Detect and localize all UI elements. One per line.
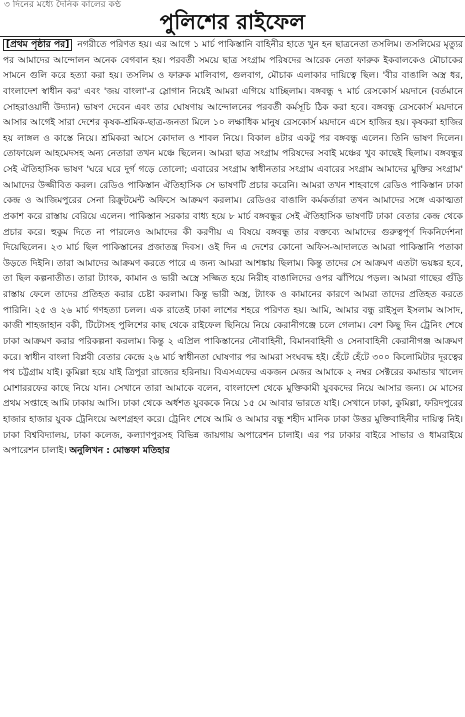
continued-from-front-page-label: [প্রথম পৃষ্ঠার পর] xyxy=(3,39,72,51)
article-body xyxy=(3,38,463,717)
headline-divider xyxy=(0,36,465,37)
article-headline: পুলিশের রাইফেল xyxy=(159,9,306,34)
transcription-label: অনুলিখন : xyxy=(69,446,110,457)
page-header-fragment: ৩ দিনের মধ্যে দৈনিক কালের কণ্ঠ xyxy=(4,0,121,10)
transcriber-name: মোস্তফা মতিহার xyxy=(112,446,170,457)
article-text: নগরীতে পরিণত হয়। এর আগে ১ মার্চ পাকিস্তানি বাহিনীর হাতে খুন হন ছাত্রনেতা তসলিম। তসলিমের মৃত্যুর পর আমাদের আন্দোলন অনেক বেগবান হয়। পরবর্তী সময়ে ছাত্র সংগ্রাম পরিষদের আরেক নেতা ফারুক ইকবালকেও মৌচাকের সামনে গুলি করে হত্যা করা হয়। তসলিম ও ফারুক মালিবাগ, গুলবাগ, মৌচাক এলাকার দায়িত্বে ছিল। 'বীর বাঙালি অস্ত্র ধর, বাংলাদেশ স্বাধীন কর' এবং 'জয় বাংলা'-র স্লোগান নিয়েই আমরা এগিয়ে যাচ্ছিলাম। বঙ্গবন্ধু ৭ মার্চ রেসকোর্স ময়দানে (বর্তমানে সোহরাওয়ার্দী উদ্যান) ভাষণ দেবেন এবং তার ঘোষণায় আন্দোলনের পরবর্তী কর্মসূচি ঠিক করা হবে। বঙ্গবন্ধু রেসকোর্স ময়দানে আসার আগেই সারা দেশের কৃষক-শ্রমিক-ছাত্র-জনতা মিলে ১০ লক্ষাধিক মানুষ রেসকোর্স ময়দানে এসে হাজির হয়। কৃষকরা হাজির হয় লাঙ্গল ও কাস্তে নিয়ে। শ্রমিকরা আসে কোদাল ও শাবল নিয়ে। বিকাল ৪টার একটু পর বঙ্গবন্ধু এলেন। তিনি ভাষণ দিলেন। তোফায়েল আহমেদসহ অন্য নেতারা তখন মঞ্চে ছিলেন। আমরা ছাত্র সংগ্রাম পরিষদের সবাই মঞ্চের খুব কাছেই ছিলাম। বঙ্গবন্ধুর সেই ঐতিহাসিক ভাষণ 'ঘরে ঘরে দুর্গ গড়ে তোলো; এবারের সংগ্রাম স্বাধীনতার সংগ্রাম এবারের সংগ্রাম আমাদের মুক্তির সংগ্রাম' আমাদের উজ্জীবিত করল। রেডিও পাকিস্তান ঐতিহাসিক সে ভাষণটি প্রচার করেনি। আমরা তখন শাহবাগে রেডিও পাকিস্তান ঢাকা কেন্দ্র ও আজিমপুরের সেনা রিক্রুটমেন্ট অফিসে আক্রমণ করলাম। রেডিওর বাঙালি কর্মকর্তারা তখন আমাদের সঙ্গে একাত্মতা প্রকাশ করে রাস্তায় বেরিয়ে এলেন। পাকিস্তান সরকার বাধ্য হয়ে ৮ মার্চ বঙ্গবন্ধুর সেই ঐতিহাসিক ভাষণটি ঢাকা বেতার কেন্দ্র থেকে প্রচার করে। হুকুম দিতে না পারলেও আমাদের কী করণীয় এ বিষয়ে বঙ্গবন্ধু তার বক্তব্যে আমাদের গুরুত্বপূর্ণ দিকনির্দেশনা দিয়েছিলেন। ২৩ মার্চ ছিল পাকিস্তানের প্রজাতন্ত্র দিবস। ওই দিন এ দেশের কোনো অফিস-আদালতে আমরা পাকিস্তানি পতাকা উড়তে দিইনি। তারা আমাদের আক্রমণ করতে পারে এ জন্য আমরা আশঙ্কায় ছিলাম। কিন্তু তাদের সে আক্রমণ এতটা ভয়ঙ্কর হবে, তা ছিল কল্পনাতীত। তারা ট্যাংক, কামান ও ভারী অস্ত্রে সজ্জিত হয়ে নিরীহ বাঙালিদের ওপর ঝাঁপিয়ে পড়ল। আমরা গাছের গুঁড়ি রাস্তায় ফেলে তাদের প্রতিহত করার চেষ্টা করলাম। কিন্তু ভারী অস্ত্র, ট্যাংক ও কামানের কারণে আমরা তাদের প্রতিহত করতে পারিনি। ২৫ ও ২৬ মার্চ গণহত্যা চলল। এক রাতেই ঢাকা লাশের শহরে পরিণত হয়। আমি, আমার বন্ধু রাইসুল ইসলাম আসাদ, কাজী শাহজাহান বকী, টিটোসহ পুলিশের কাছ থেকে রাইফেল ছিনিয়ে নিয়ে কেরানীগঞ্জে চলে গেলাম। বেশ কিছু দিন ট্রেনিং শেষে ঢাকা আক্রমণ করার পরিকল্পনা করলাম। কিন্তু ২ এপ্রিল পাকিস্তানের নৌবাহিনী, বিমানবাহিনী ও সেনাবাহিনী কেরানীগঞ্জ আক্রমণ করে। স্বাধীন বাংলা বিপ্লবী বেতার কেন্দ্রে ২৬ মার্চ স্বাধীনতা ঘোষণার পর আমরা সংঘবদ্ধ হই। হেঁটে হেঁটে ৩০০ কিলোমিটার দূরত্বের পথ চট্টগ্রাম যাই। কুমিল্লা হয়ে যাই ত্রিপুরা রাজ্যের হরিনায়। বিএসএফের একজন মেজর আমাকে ২ নম্বর সেক্টরের কমান্ডার খালেদ মোশাররফের কাছে নিয়ে যান। সেখানে তারা আমাকে বলেন, বাংলাদেশ থেকে মুক্তিকামী যুবকদের নিয়ে আসার জন্য। মে মাসের প্রথম সপ্তাহে আমি ঢাকায় আসি। ঢাকা থেকে অর্ধশত যুবককে নিয়ে ১৫ মে আবার ভারতে যাই। সেখানে ঢাকা, কুমিল্লা, ফরিদপুরের হাজার হাজার যুবক ট্রেনিংয়ে অংশগ্রহণ করে। ট্রেনিং শেষে আমি ও আমার বন্ধু শহীদ মানিক ঢাকা উত্তর মুক্তিবাহিনীর দায়িত্ব নিই। ঢাকা বিশ্ববিদ্যালয়, ঢাকা কলেজ, কল্যাণপুরসহ বিভিন্ন জায়গায় অপারেশন চালাই। এর পর ঢাকার বাইরে সাভার ও ধামরাইয়ে অপারেশন চালাই। xyxy=(3,40,463,457)
